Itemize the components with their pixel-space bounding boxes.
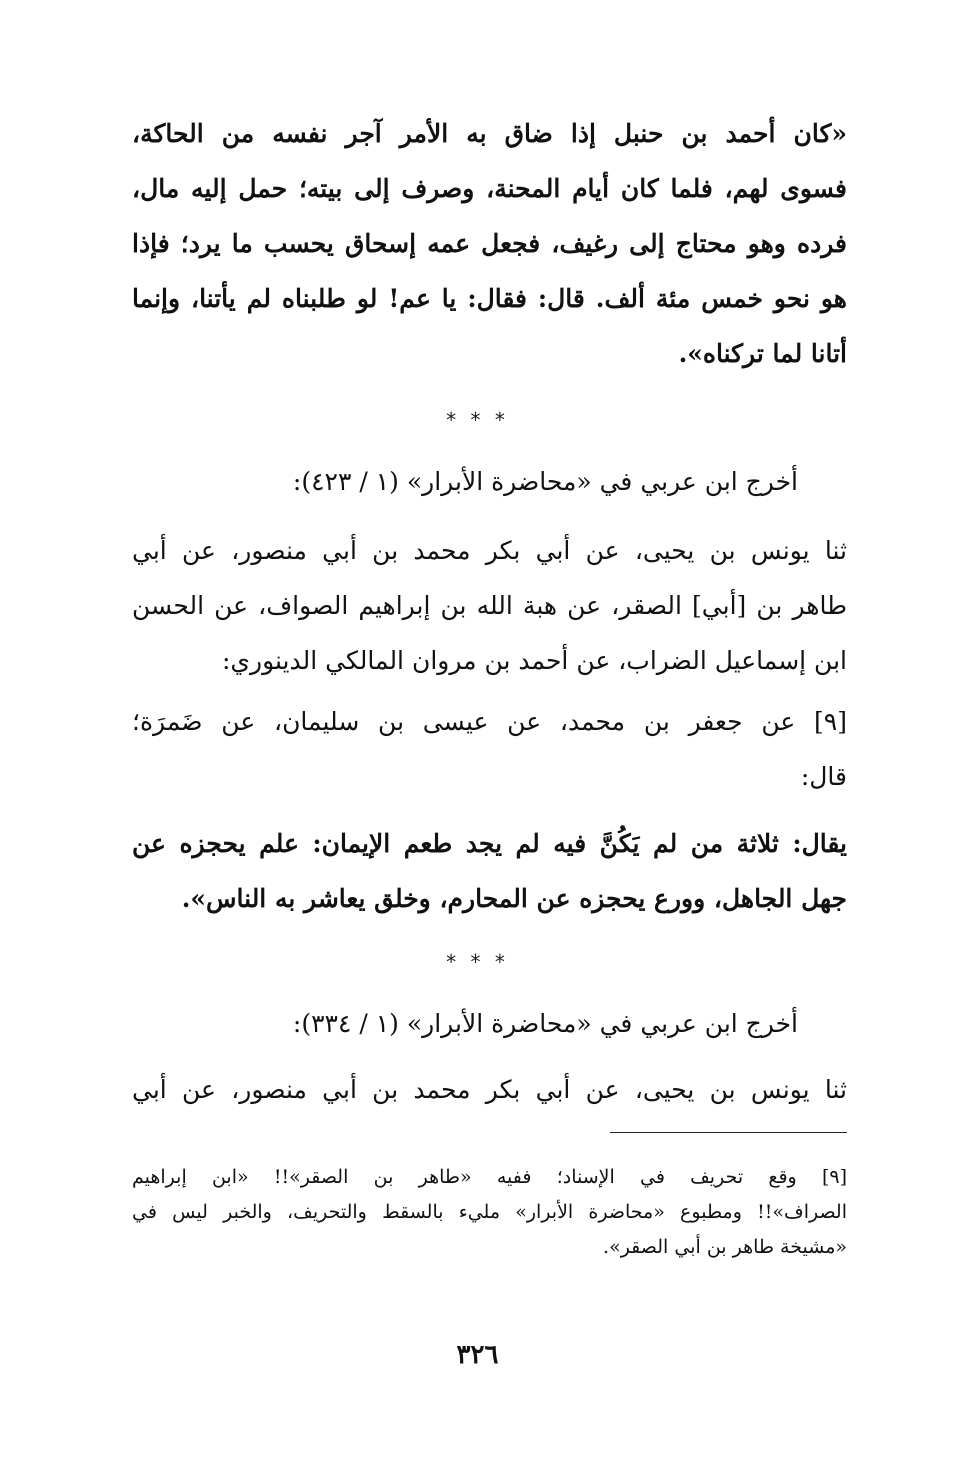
text-line: طاهر بن [أبي] الصقر، عن هبة الله بن إبراهيم الصواف، عن الحسن bbox=[132, 591, 847, 620]
text-line: ثنا يونس بن يحيى، عن أبي بكر محمد بن أبي منصور، عن أبي bbox=[132, 536, 847, 565]
footnote-divider bbox=[610, 1132, 847, 1133]
page-number: ٣٢٦ bbox=[456, 1340, 499, 1370]
text-line: ابن إسماعيل الضراب، عن أحمد بن مروان المالكي الدينوري: bbox=[222, 646, 847, 675]
text-line: يقال: ثلاثة من لم يَكُنَّ فيه لم يجد طعم الإيمان: علم يحجزه عن bbox=[132, 829, 847, 858]
isnad-chain bbox=[132, 1062, 847, 1117]
source-heading: أخرج ابن عربي في «محاضرة الأبرار» (١ / ٣٣٤): bbox=[292, 1009, 798, 1038]
footnote-line: [٩] وقع تحريف في الإسناد؛ ففيه «طاهر بن الصقر»!! «ابن إبراهيم bbox=[132, 1166, 847, 1188]
text-line: فرده وهو محتاج إلى رغيف، فجعل عمه إسحاق يحسب ما يرد؛ فإذا bbox=[132, 229, 847, 258]
section-separator: * * * bbox=[446, 950, 509, 974]
footnote-line: الصراف»!! ومطبوع «محاضرة الأبرار» مليء بالسقط والتحريف، والخبر ليس في bbox=[132, 1201, 847, 1223]
section-separator: * * * bbox=[446, 408, 509, 432]
text-line: هو نحو خمس مئة ألف. قال: فقال: يا عم! لو طلبناه لم يأتنا، وإنما bbox=[132, 284, 847, 313]
narration-9 bbox=[132, 694, 847, 804]
text-line: قال: bbox=[800, 762, 847, 791]
footnote-line: «مشيخة طاهر بن أبي الصقر». bbox=[603, 1236, 847, 1258]
footnote-9 bbox=[132, 1160, 847, 1265]
source-heading: أخرج ابن عربي في «محاضرة الأبرار» (١ / ٤٢٣): bbox=[292, 467, 798, 496]
text-line: أتانا لما تركناه». bbox=[678, 339, 847, 368]
text-line: [٩] عن جعفر بن محمد، عن عيسى بن سليمان، عن ضَمرَة؛ bbox=[132, 707, 847, 736]
saying-three-qualities bbox=[132, 816, 847, 926]
text-line: ثنا يونس بن يحيى، عن أبي بكر محمد بن أبي منصور، عن أبي bbox=[132, 1075, 847, 1104]
paragraph-ahmad-bin-hanbal bbox=[132, 106, 847, 381]
isnad-chain bbox=[132, 523, 847, 688]
text-line: جهل الجاهل، وورع يحجزه عن المحارم، وخلق يعاشر به الناس». bbox=[181, 884, 847, 913]
text-line: «كان أحمد بن حنبل إذا ضاق به الأمر آجر نفسه من الحاكة، bbox=[132, 119, 847, 148]
text-line: فسوى لهم، فلما كان أيام المحنة، وصرف إلى بيته؛ حمل إليه مال، bbox=[132, 174, 847, 203]
